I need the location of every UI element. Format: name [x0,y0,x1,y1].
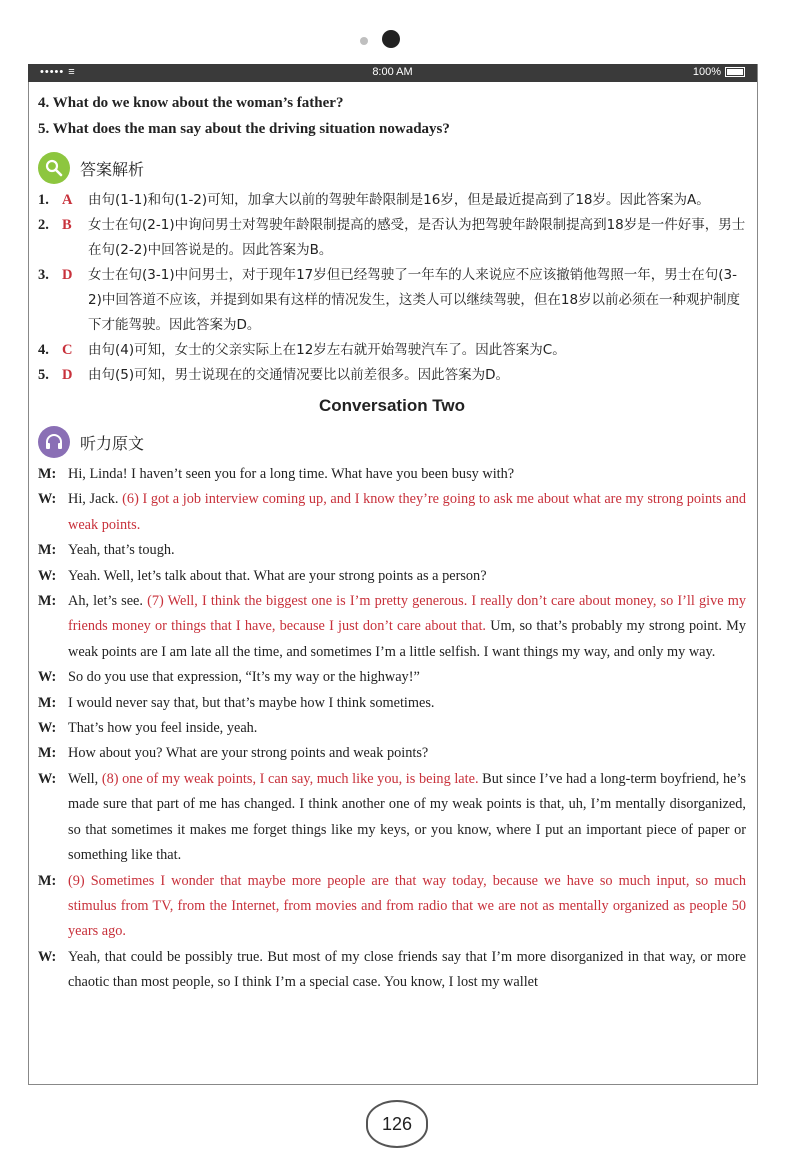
utterance [68,869,746,945]
question-item [38,90,746,116]
utterance-highlight: (7) Well, I think the biggest one is I’m pretty generous. I really don’t care about money, so I’ll give my friends money or things that I have, because I just don’t care about that. [68,593,746,635]
utterance-text: But since I’ve had a long-term boyfriend, he’s made sure that part of me has changed. I think another one of my weak points is that, uh, I’m mentally disorganized, so that sometimes it makes me forget things like my keys, or you know, where I put an important piece of paper or something like that. [68,770,746,864]
utterance-text: How about you? What are your strong points and weak points? [68,745,429,762]
answer-item [38,188,746,213]
utterance-highlight: (8) one of my weak points, I can say, much like you, is being late. [101,770,479,787]
transcript [38,462,746,996]
speaker-label: M: [38,466,57,482]
answer-section-title: 答案解析 [80,159,145,179]
utterance-text: Well, [68,770,102,787]
conversation-title: Conversation Two [318,396,466,415]
dialogue-line [38,538,746,563]
answer-letter: A [62,192,73,208]
transcript-section-header [38,422,746,462]
answer-item [38,213,746,263]
utterance-text: So do you use that expression, “It’s my way or the highway!” [68,669,420,686]
utterance [68,767,746,869]
utterance [68,538,746,563]
utterance-text: Hi, Jack. [68,491,123,508]
utterance-text: I would never say that, but that’s maybe how I think sometimes. [68,694,435,711]
utterance-text: Yeah, that’s tough. [68,542,175,559]
answer-letter: B [62,217,72,233]
dialogue-line [38,589,746,665]
speaker-label: W: [38,720,57,737]
dialogue-line [38,716,746,741]
headphones-icon [38,426,70,458]
utterance-text: Hi, Linda! I haven’t seen you for a long time. What have you been busy with? [68,466,515,482]
speaker-label: W: [38,491,57,508]
pager-dot-inactive[interactable] [360,37,368,45]
answer-number: 2. [38,217,49,233]
answer-letter: D [62,367,73,383]
dialogue-line [38,462,746,487]
answer-item [38,363,746,388]
speaker-label: W: [38,567,57,584]
dialogue-line [38,487,746,538]
answer-explanation: 由句(1-1)和句(1-2)可知，加拿大以前的驾驶年龄限制是16岁，但是最近提高到了18岁。因此答案为A。 [88,192,710,208]
page-content [38,90,746,996]
utterance-highlight: (9) Sometimes I wonder that maybe more people are that way today, because we have so much input, so much stimulus from TV, from the Internet, from movies and from radio that we are not as mentally organized as people 50 years ago. [68,872,746,940]
speaker-label: M: [38,542,57,559]
dialogue-line [38,665,746,690]
status-bar [28,64,757,82]
utterance [68,589,746,665]
signal-indicator: ••••• ≡ [40,66,76,78]
utterance-text: Yeah. Well, let’s talk about that. What are your strong points as a person? [68,567,487,584]
speaker-label: M: [38,745,57,762]
answer-explanation: 由句(4)可知，女士的父亲实际上在12岁左右就开始驾驶汽车了。因此答案为C。 [88,342,566,358]
speaker-label: W: [38,770,57,787]
speaker-label: M: [38,593,57,610]
answer-explanation: 女士在句(2-1)中询问男士对驾驶年龄限制提高的感受，是否认为把驾驶年龄限制提高到18岁是一件好事，男士在句(2-2)中回答说是的。因此答案为B。 [88,217,746,258]
dialogue-line [38,741,746,766]
question-text: What do we know about the woman’s father? [52,95,344,111]
dialogue-line [38,869,746,945]
utterance [68,462,746,487]
utterance [68,741,746,766]
answer-number: 3. [38,267,49,283]
utterance-highlight: (6) I got a job interview coming up, and I know they’re going to ask me about what are my strong points and weak points. [68,491,746,533]
answer-number: 1. [38,192,49,208]
utterance [68,945,746,996]
dialogue-line [38,564,746,589]
utterance-text: That’s how you feel inside, yeah. [68,720,258,737]
utterance [68,564,746,589]
utterance-text: Yeah, that could be possibly true. But most of my close friends say that I’m more disorganized in that way, or more chaotic than most people, so I think I’m a special case. You know, I lost my wallet [68,948,746,991]
question-text: What does the man say about the driving situation nowadays? [52,121,450,137]
question-number: 5. [38,121,50,137]
answer-item [38,338,746,363]
dialogue-line [38,691,746,716]
answer-explanation: 女士在句(3-1)中问男士，对于现年17岁但已经驾驶了一年车的人来说应不应该撤销他驾照一年，男士在句(3-2)中回答道不应该，并提到如果有这样的情况发生，这类人可以继续驾驶，但在18岁以前必须在一种观护制度下才能驾驶。因此答案为D。 [88,267,741,333]
answer-item [38,263,746,338]
status-time: 8:00 AM [372,66,413,78]
pager-dot-active[interactable] [382,30,400,48]
battery-level: 100% [692,66,721,78]
answer-letter: C [62,342,73,358]
utterance-text: Ah, let’s see. [68,593,148,610]
speaker-label: M: [38,694,57,711]
utterance [68,665,746,690]
magnifier-icon [38,152,70,184]
battery-status [693,66,745,78]
dialogue-line [38,767,746,869]
dialogue-line [38,945,746,996]
utterance [68,691,746,716]
utterance [68,716,746,741]
page-number: 126 [366,1100,428,1148]
answer-number: 4. [38,342,49,358]
answer-explanation: 由句(5)可知，男士说现在的交通情况要比以前差很多。因此答案为D。 [88,367,510,383]
answer-section-header [38,148,746,188]
speaker-label: W: [38,948,57,965]
speaker-label: M: [38,872,57,889]
transcript-section-title: 听力原文 [80,433,145,453]
answer-number: 5. [38,367,49,383]
utterance [68,487,746,538]
question-item [38,116,746,142]
utterance-text: Um, so that’s probably my strong point. My weak points are I am late all the time, and sometimes I’m a little selfish. I want things my way, and only my way. [68,618,746,660]
battery-icon [725,67,745,77]
answer-letter: D [62,267,73,283]
question-number: 4. [38,95,50,111]
speaker-label: W: [38,669,57,686]
